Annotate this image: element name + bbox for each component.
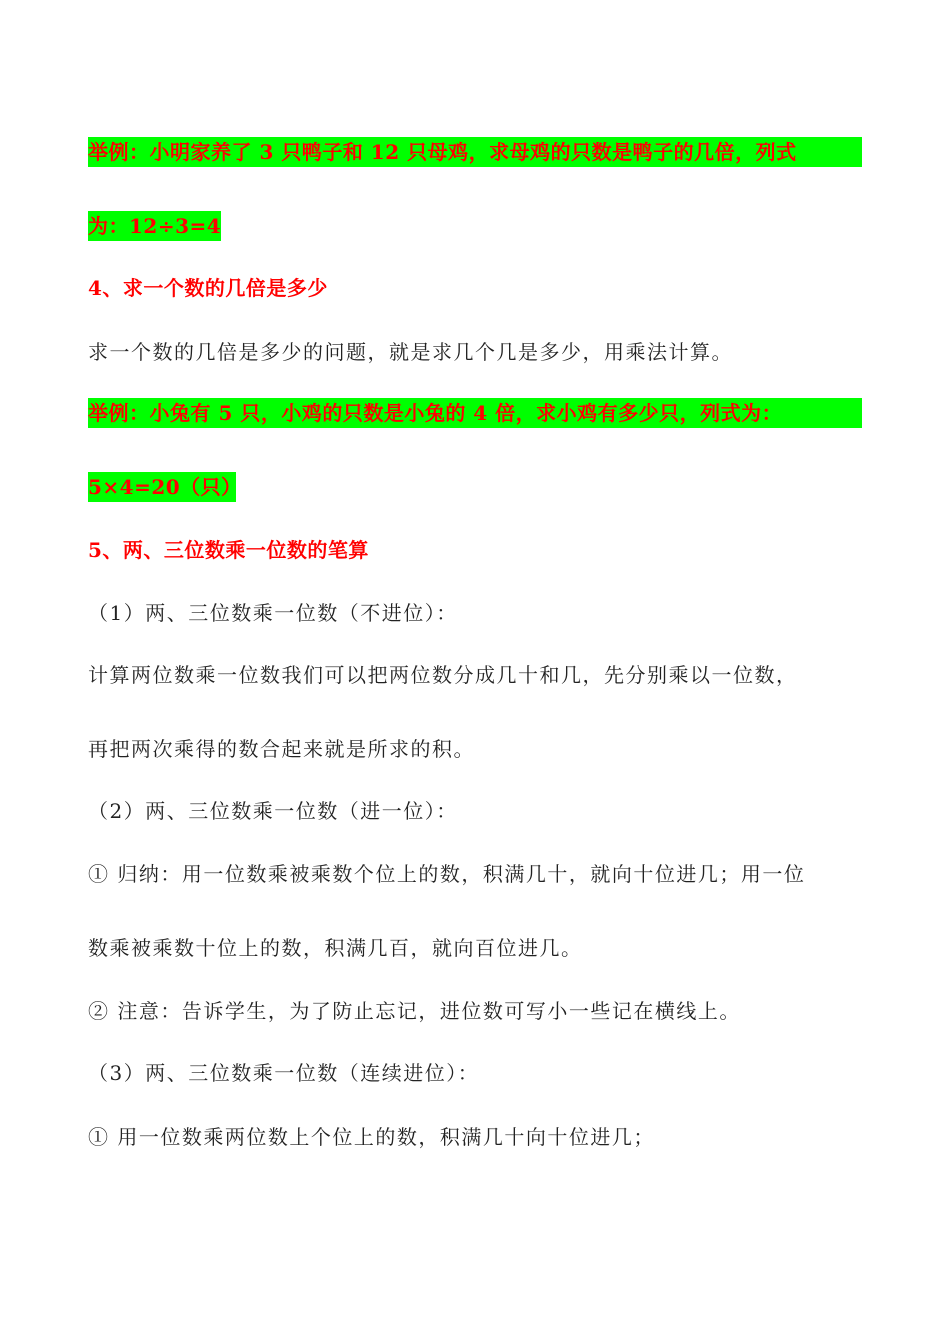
sub1-title: （1）两、三位数乘一位数（不进位）： [88,601,458,625]
example2-line1-text: 举例：小兔有 5 只，小鸡的只数是小兔的 4 倍，求小鸡有多少只，列式为： [88,398,862,428]
section4-heading: 4、求一个数的几倍是多少 [88,276,328,300]
example1-line2-text: 为：12÷3=4 [88,211,221,241]
example2-line1 [88,398,862,428]
example1-line1-text: 举例：小明家养了 3 只鸭子和 12 只母鸡，求母鸡的只数是鸭子的几倍，列式 [88,137,862,167]
sub1-line2: 再把两次乘得的数合起来就是所求的积。 [88,737,475,761]
section5-heading: 5、两、三位数乘一位数的笔算 [88,538,369,562]
example1-line2 [88,211,221,241]
sub2-title: （2）两、三位数乘一位数（进一位）： [88,799,458,823]
sub3-point1: ① 用一位数乘两位数上个位上的数，积满几十向十位进几； [88,1125,655,1149]
sub2-point1-line1: ① 归纳：用一位数乘被乘数个位上的数，积满几十，就向十位进几；用一位 [88,862,806,886]
section4-body: 求一个数的几倍是多少的问题，就是求几个几是多少，用乘法计算。 [88,340,733,364]
sub2-point2: ② 注意：告诉学生，为了防止忘记，进位数可写小一些记在横线上。 [88,999,741,1023]
example1-line1 [88,137,862,167]
example2-line2 [88,472,242,502]
sub1-line1: 计算两位数乘一位数我们可以把两位数分成几十和几，先分别乘以一位数， [88,663,798,687]
sub2-point1-line2: 数乘被乘数十位上的数，积满几百，就向百位进几。 [88,936,583,960]
example2-line2-text: 5×4=20（只） [88,472,236,502]
sub3-title: （3）两、三位数乘一位数（连续进位）： [88,1061,480,1085]
